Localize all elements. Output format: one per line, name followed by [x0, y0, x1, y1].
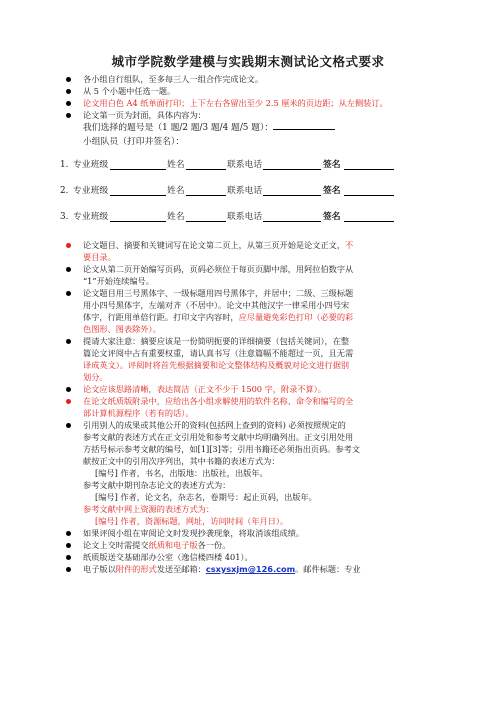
bullet-icon [66, 113, 71, 118]
bullet-icon [66, 543, 71, 548]
list-item [64, 73, 436, 85]
item-text: 体字，行距用单倍行距。打印文字内容时， [83, 312, 239, 322]
item-text: 论文从第二页开始编写页码，页码必须位于每页页脚中部，用阿拉伯数字从 [83, 264, 354, 274]
item-text: 论文题目用三号黑体字、一级标题用四号黑体字，并居中；二级、三级标题 [83, 288, 354, 298]
bullet-icon [66, 399, 71, 404]
item-text: 论文上交时需提交 [83, 540, 149, 550]
item-text: 如果评阅小组在审阅论文时发现抄袭现象，将取消该组成绩。 [83, 528, 305, 538]
member-table [60, 159, 436, 223]
item-text: 。邮件标题：专业 [295, 564, 361, 574]
member-row [60, 185, 436, 197]
sign-blank [344, 169, 394, 170]
item-text: 提请大家注意：摘要应该是一份简明扼要的详细摘要（包括关键词），在整 [83, 336, 350, 346]
ref-format-book: [编号] 作者，书名，出版地：出版社，出版年。 [95, 468, 268, 478]
list-item [64, 85, 436, 97]
bullet-icon [66, 101, 71, 106]
ref-journal-label: 参考文献中期刊杂志论文的表述方式为： [83, 480, 231, 490]
bullet-icon [66, 555, 71, 560]
sign-blank [344, 221, 394, 222]
item-text: 在论文纸质版附录中，应给出各小组求解使用的软件名称、命令和编写的全 [83, 396, 354, 406]
problem-choice-label: 我们选择的题号是（1 题/2 题/3 题/4 题/5 题）： [83, 123, 274, 133]
members-label: 小组队员（打印并签名）： [83, 137, 185, 147]
member-number: 3. [60, 212, 69, 222]
list-item [64, 287, 436, 335]
item-text-highlight: 纸质和电子版 [148, 540, 198, 550]
item-text: 论文用白色 A4 纸单面打印；上下左右各留出至少 2.5 厘米的页边距；从左侧装订。 [83, 98, 388, 108]
phone-label: 联系电话 [227, 160, 263, 170]
item-text-highlight: 附件的形式 [115, 564, 157, 574]
item-text: 电子版以 [83, 564, 116, 574]
item-text-highlight: 划分。 [83, 372, 108, 382]
bullet-icon [66, 567, 71, 572]
list-item [64, 539, 436, 551]
list-item [64, 383, 436, 395]
name-label: 姓名 [167, 186, 185, 196]
name-label: 姓名 [167, 160, 185, 170]
phone-label: 联系电话 [227, 212, 263, 222]
member-row [60, 159, 436, 171]
ref-web-label: 参考文献中网上资源的表述方式为： [83, 504, 215, 514]
problem-choice-line [64, 121, 436, 135]
sign-label: 签名 [323, 160, 341, 170]
list-item [64, 527, 436, 539]
item-text: 参考文献的表述方式在正文引用处和参考文献中均明确列出。正文引用处用 [83, 432, 354, 442]
phone-blank [263, 169, 321, 170]
list-item [64, 263, 436, 287]
member-number: 1. [60, 160, 69, 170]
item-text-highlight: 色图形、图表除外）。 [83, 324, 161, 334]
sign-blank [344, 195, 394, 196]
item-text: 篇论文评阅中占有重要权重，请认真书写（注意篇幅不能超过一页，且无需 [83, 348, 354, 358]
sign-label: 签名 [323, 212, 341, 222]
item-text: 论文应该思路清晰，表达简洁（正文不少于 1500 字，附录不算）。 [83, 384, 327, 394]
item-text: 献按正文中的引用次序列出，其中书籍的表述方式为： [83, 456, 280, 466]
item-text: 论文题目、摘要和关键词写在论文第二页上，从第三页开始是论文正文， [83, 240, 346, 250]
class-blank [110, 195, 166, 196]
phone-label: 联系电话 [227, 186, 263, 196]
item-text: 从 5 个小题中任选一题。 [83, 86, 176, 96]
item-text-highlight: 译成英文）。评阅时将首先根据摘要和论文整体结构及概貌对论文进行据别 [83, 360, 350, 370]
item-text-highlight: 不 [345, 240, 354, 250]
item-text: “1”开始连续编号。 [83, 276, 154, 286]
name-blank [186, 169, 226, 170]
list-item [64, 335, 436, 383]
bullet-icon [66, 243, 71, 248]
bullet-icon [66, 77, 71, 82]
bullet-icon [66, 423, 71, 428]
bullet-icon [66, 339, 71, 344]
item-text: 纸质版送交基础部办公室（逸信楼四楼 401）。 [83, 552, 253, 562]
list-item [64, 551, 436, 563]
bullet-icon [66, 89, 71, 94]
bullet-icon [66, 531, 71, 536]
item-text: 引用别人的成果或其他公开的资料(包括网上查到的资料) 必须按照规定的 [83, 420, 346, 430]
name-label: 姓名 [167, 212, 185, 222]
item-text-highlight: 应尽量避免彩色打印（必要的彩 [238, 312, 354, 322]
item-text-highlight: 要目录。 [83, 252, 116, 262]
class-label: 专业班级 [73, 212, 109, 222]
name-blank [186, 221, 226, 222]
item-text: 部计算机源程序（若有的话）。 [83, 408, 194, 418]
item-text: 论文第一页为封面，具体内容为： [83, 110, 206, 120]
class-blank [110, 169, 166, 170]
list-item [64, 109, 436, 121]
sign-label: 签名 [323, 186, 341, 196]
class-label: 专业班级 [73, 160, 109, 170]
list-item [64, 563, 436, 575]
name-blank [186, 195, 226, 196]
list-item [64, 97, 436, 109]
class-label: 专业班级 [73, 186, 109, 196]
item-text: 发送至邮箱： [156, 564, 206, 574]
item-text: 各一份。 [197, 540, 231, 550]
ref-format-web: [编号] 作者，资源标题，网址，访问时间（年月日）。 [95, 516, 289, 526]
bullet-icon [66, 387, 71, 392]
problem-choice-blank [273, 121, 335, 130]
email-link[interactable]: csxysxjm@126.com [205, 564, 296, 574]
member-row [60, 211, 436, 223]
phone-blank [263, 221, 321, 222]
item-text: 方括号标示参考文献的编号，如[1][3]等；引用书籍还必须指出页码。参考文 [83, 444, 361, 454]
bullet-icon [66, 267, 71, 272]
member-number: 2. [60, 186, 69, 196]
list-item [64, 239, 436, 263]
phone-blank [263, 195, 321, 196]
item-text: 用小四号黑体字，左端对齐（不居中）。论文中其他汉字一律采用小四号宋 [83, 300, 350, 310]
class-blank [110, 221, 166, 222]
requirements-body [60, 73, 436, 575]
list-item [64, 419, 436, 467]
page-title: 城市学院数学建模与实践期末测试论文格式要求 [111, 54, 385, 69]
ref-format-journal: [编号] 作者，论文名，杂志名，卷期号：起止页码，出版年。 [95, 492, 317, 502]
item-text: 各小组自行组队，至多每三人一组合作完成论文。 [83, 74, 264, 84]
list-item [64, 395, 436, 419]
bullet-icon [66, 291, 71, 296]
